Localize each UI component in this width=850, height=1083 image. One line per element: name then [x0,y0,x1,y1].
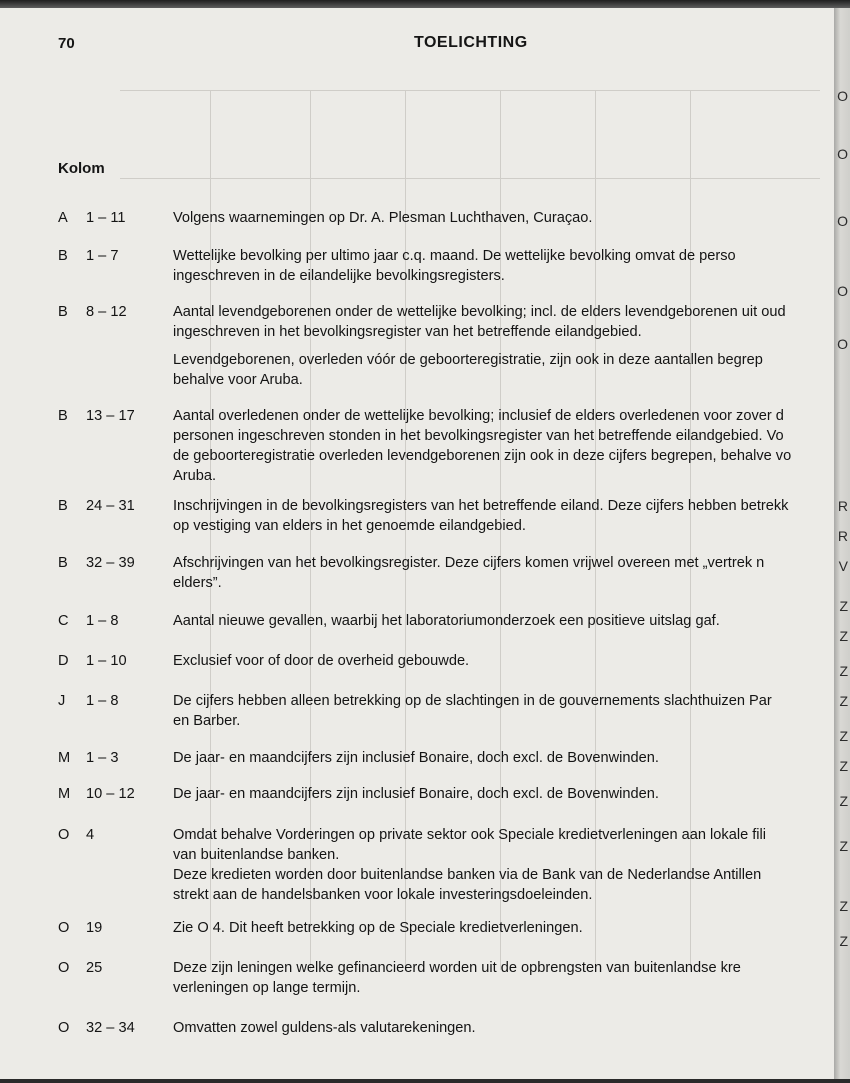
note-line: op vestiging van elders in het genoemde eilandgebied. [173,518,526,534]
note-column-letter: O [58,960,70,976]
note-paragraph [173,918,836,938]
note-column-letter: O [58,920,70,936]
note-text [173,496,836,536]
note-line: Omdat behalve Vorderingen op private sektor ook Speciale kredietverleningen aan lokale fili [173,827,767,843]
bleed-through-line [120,178,820,179]
note-line: van buitenlandse banken. [173,847,340,863]
note-line: Afschrijvingen van het bevolkingsregister. Deze cijfers komen vrijwel overeen met „vertrek n [173,555,765,571]
note-paragraph [173,350,836,390]
note-column-range: 1 – 3 [86,750,119,766]
note-column-range: 19 [86,920,103,936]
note-column-range: 10 – 12 [86,786,135,802]
adjacent-page-letter: Z [839,933,848,949]
note-text [173,918,836,938]
note-column-letter: B [58,555,68,571]
note-line: De cijfers hebben alleen betrekking op de slachtingen in de gouvernements slachthuizen Par [173,693,772,709]
note-paragraph [173,958,836,998]
note-text [173,246,836,286]
note-column-range: 24 – 31 [86,498,135,514]
adjacent-page-letter: Z [839,628,848,644]
note-line: behalve voor Aruba. [173,372,303,388]
note-line: elders”. [173,575,222,591]
note-paragraph [173,496,836,536]
note-paragraph [173,611,836,631]
note-text [173,302,836,390]
note-line: personen ingeschreven stonden in het bevolkingsregister van het betreffende eilandgebied. Vo [173,428,784,444]
note-line: ingeschreven in de eilandelijke bevolkingsregisters. [173,268,505,284]
adjacent-page-letter: Z [839,898,848,914]
note-line: Levendgeborenen, overleden vóór de geboorteregistratie, zijn ook in deze aantallen begrep [173,352,763,368]
note-paragraph [173,691,836,731]
note-line: Inschrijvingen in de bevolkingsregisters van het betreffende eiland. Deze cijfers hebben betrekk [173,498,789,514]
note-text [173,1018,836,1038]
note-column-range: 32 – 34 [86,1020,135,1036]
note-text [173,553,836,593]
note-line: Exclusief voor of door de overheid gebouwde. [173,653,470,669]
bleed-through-line [120,90,820,91]
note-column-letter: M [58,750,71,766]
page-title: TOELICHTING [414,34,528,51]
note-paragraph [173,825,836,905]
note-column-letter: O [58,1020,70,1036]
note-column-range: 1 – 7 [86,248,119,264]
note-paragraph [173,302,836,342]
note-column-range: 25 [86,960,103,976]
adjacent-page-letter: Z [839,728,848,744]
note-column-range: 1 – 11 [86,210,126,226]
note-line: Volgens waarnemingen op Dr. A. Plesman Luchthaven, Curaçao. [173,210,593,226]
note-line: verleningen op lange termijn. [173,980,361,996]
note-column-letter: B [58,248,68,264]
note-paragraph [173,651,836,671]
note-paragraph [173,208,836,228]
note-column-letter: B [58,304,68,320]
note-paragraph [173,1018,836,1038]
adjacent-page-letter: Z [839,758,848,774]
note-column-letter: J [58,693,66,709]
note-column-range: 1 – 8 [86,613,119,629]
note-column-letter: B [58,498,68,514]
adjacent-page-letter: V [838,558,848,574]
scan-bottom-edge [0,1079,850,1083]
note-column-letter: M [58,786,71,802]
adjacent-page-letter: Z [839,838,848,854]
note-column-letter: B [58,408,68,424]
adjacent-page-letter: R [837,498,848,514]
note-text [173,208,836,228]
note-text [173,691,836,731]
note-column-letter: D [58,653,69,669]
note-line: Aantal levendgeborenen onder de wettelijke bevolking; incl. de elders levendgeborenen uit oud [173,304,786,320]
note-line: Zie O 4. Dit heeft betrekking op de Speciale kredietverleningen. [173,920,583,936]
note-paragraph [173,406,836,486]
note-text [173,784,836,804]
adjacent-page-letter: O [837,88,848,104]
note-text [173,958,836,998]
note-text [173,748,836,768]
note-line: Aantal overledenen onder de wettelijke bevolking; inclusief de elders overledenen voor zover d [173,408,784,424]
note-line: en Barber. [173,713,241,729]
note-text [173,651,836,671]
adjacent-page-letter: O [837,283,848,299]
note-line: Deze zijn leningen welke gefinancieerd worden uit de opbrengsten van buitenlandse kre [173,960,741,976]
note-column-letter: C [58,613,69,629]
adjacent-page-letter: R [837,528,848,544]
note-paragraph [173,246,836,286]
note-line: strekt aan de handelsbanken voor lokale investeringsdoeleinden. [173,887,593,903]
note-column-range: 32 – 39 [86,555,135,571]
adjacent-page-letter: Z [839,693,848,709]
adjacent-page-letter: O [837,336,848,352]
adjacent-page-letter: Z [839,598,848,614]
adjacent-page-letter: Z [839,663,848,679]
note-line: ingeschreven in het bevolkingsregister van het betreffende eilandgebied. [173,324,642,340]
note-column-range: 8 – 12 [86,304,127,320]
note-line: Aruba. [173,468,216,484]
note-line: de geboorteregistratie overleden levendgeborenen zijn ook in deze cijfers begrepen, behalve vo [173,448,792,464]
note-line: De jaar- en maandcijfers zijn inclusief Bonaire, doch excl. de Bovenwinden. [173,786,659,802]
note-column-letter: O [58,827,70,843]
note-line: Deze kredieten worden door buitenlandse banken via de Bank van de Nederlandse Antillen [173,867,762,883]
document-page [0,8,836,1080]
page-number: 70 [58,35,75,52]
adjacent-page-letter: O [837,146,848,162]
note-line: Wettelijke bevolking per ultimo jaar c.q. maand. De wettelijke bevolking omvat de perso [173,248,736,264]
note-column-range: 4 [86,827,95,843]
adjacent-page-letters [836,78,848,978]
note-line: De jaar- en maandcijfers zijn inclusief Bonaire, doch excl. de Bovenwinden. [173,750,659,766]
note-text [173,611,836,631]
note-column-range: 1 – 10 [86,653,127,669]
adjacent-page-letter: O [837,213,848,229]
note-column-range: 1 – 8 [86,693,119,709]
note-column-range: 13 – 17 [86,408,135,424]
section-label: Kolom [58,160,105,177]
note-text [173,825,836,905]
note-paragraph [173,784,836,804]
adjacent-page-letter: Z [839,793,848,809]
note-line: Aantal nieuwe gevallen, waarbij het laboratoriumonderzoek een positieve uitslag gaf. [173,613,720,629]
note-column-letter: A [58,210,68,226]
adjacent-page-edge [834,8,850,1083]
note-line: Omvatten zowel guldens-als valutarekeningen. [173,1020,476,1036]
note-paragraph [173,553,836,593]
note-text [173,406,836,486]
note-paragraph [173,748,836,768]
